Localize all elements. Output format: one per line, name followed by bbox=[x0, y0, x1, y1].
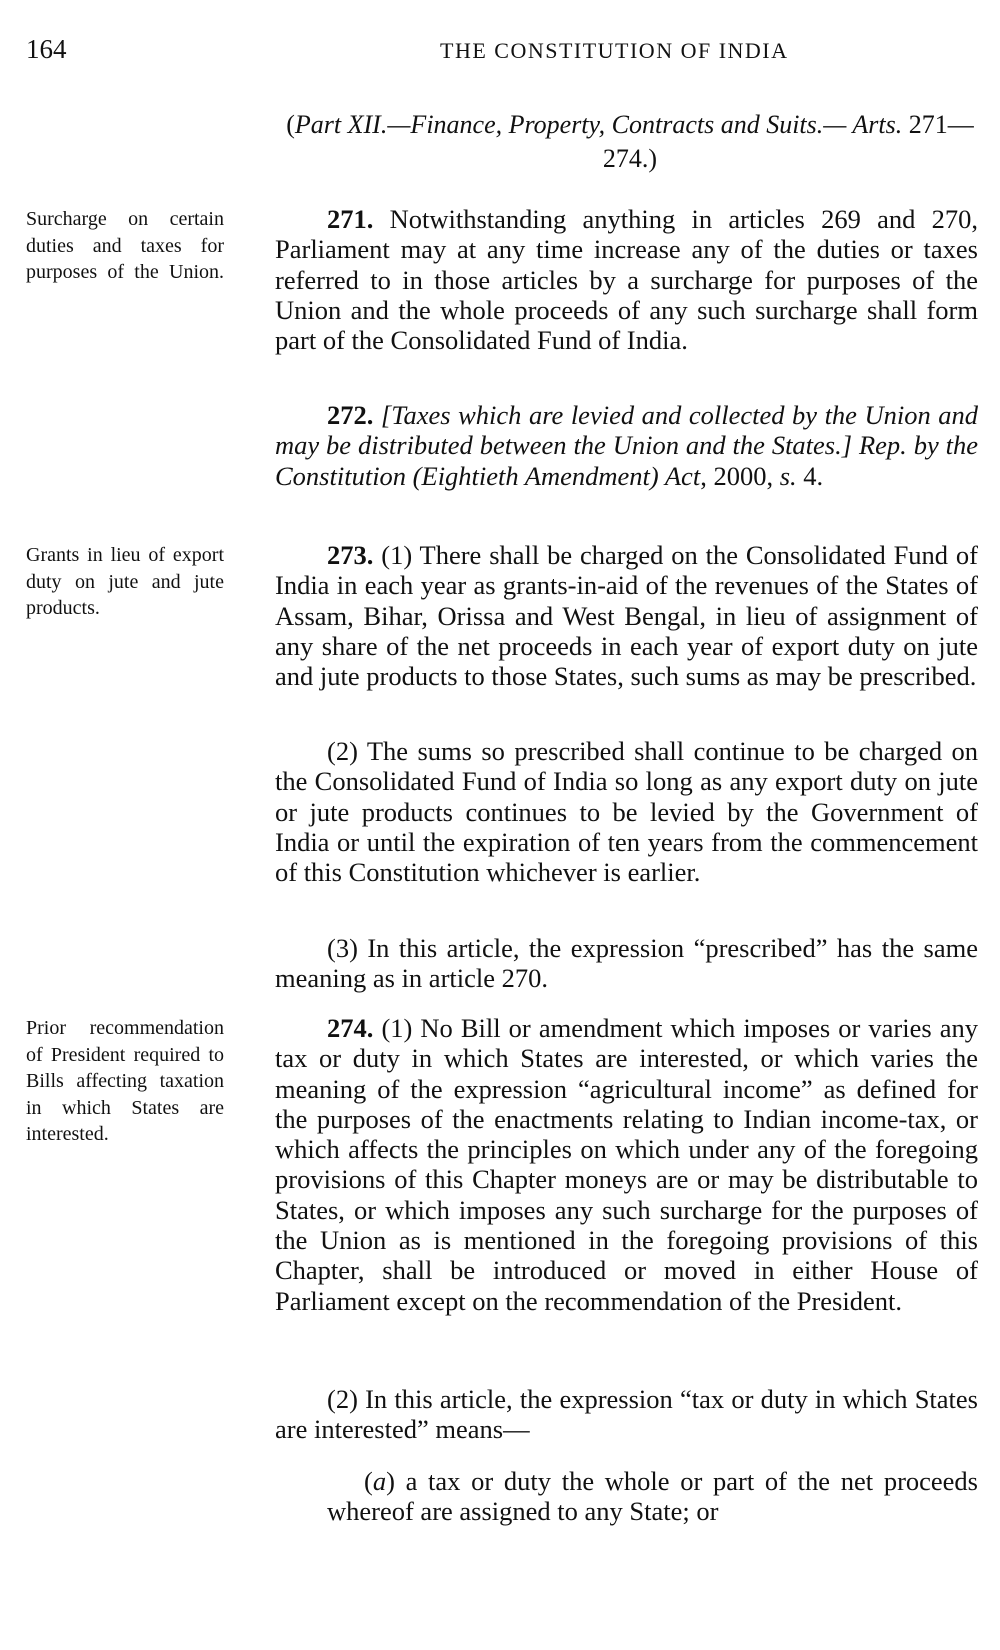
article-273-number: 273. bbox=[327, 540, 374, 570]
running-title: THE CONSTITUTION OF INDIA bbox=[440, 38, 789, 63]
article-274-clause-1-text: (1) No Bill or amendment which imposes or varies any tax or duty in which States are interested, or which varies the meaning of the expression “agricultural income” as defined for the purposes of the enactments relating to Indian income-tax, or which affects the principles on which under any of the foregoing provisions of this Chapter moneys are or may be distributable to States, or which imposes any such surcharge for the purposes of the Union as is mentioned in the foregoing provisions of this Chapter, shall be introduced or moved in either House of Parliament except on the recommendation of the President. bbox=[275, 1013, 978, 1316]
article-271-number: 271. bbox=[327, 204, 374, 234]
article-272-section-abbrev: s. bbox=[773, 460, 797, 491]
article-274-number: 274. bbox=[327, 1013, 374, 1043]
marginal-note-271: Surcharge on certain duties and taxes for purposes of the Union. bbox=[26, 208, 224, 283]
article-272-section-number: 4. bbox=[796, 460, 824, 491]
article-274-subclause-a bbox=[327, 1466, 978, 1527]
subclause-a-open: ( bbox=[364, 1466, 373, 1496]
article-272-number: 272. bbox=[327, 400, 374, 430]
article-273-clause-2: (2) The sums so prescribed shall continue to be charged on the Consolidated Fund of India so long as any export duty on jute or jute products continues to be levied by the Government of India or until the expiration of ten years from the commencement of this Constitution whichever is earlier. bbox=[275, 736, 978, 888]
part-heading bbox=[285, 108, 975, 176]
article-273-clause-1 bbox=[275, 540, 978, 691]
subclause-a-letter: a bbox=[372, 1466, 387, 1496]
page-number: 164 bbox=[26, 34, 67, 64]
marginal-note-274: Prior recommendation of President required to Bills affecting taxation in which States are interested. bbox=[26, 1017, 224, 1145]
article-274-clause-2: (2) In this article, the expression “tax or duty in which States are interested” means— bbox=[275, 1384, 978, 1445]
part-heading-open: ( bbox=[286, 110, 295, 139]
article-272-text: [Taxes which are levied and collected by the Union and may be distributed between the Union and the States.] Rep. by the Constitution (Eightieth Amendment) Act bbox=[275, 400, 978, 491]
marginal-note-273: Grants in lieu of export duty on jute and jute products. bbox=[26, 544, 224, 619]
article-273-clause-3: (3) In this article, the expression “prescribed” has the same meaning as in article 270. bbox=[275, 933, 978, 994]
subclause-a-text: ) a tax or duty the whole or part of the net proceeds whereof are assigned to any State; or bbox=[327, 1466, 978, 1527]
part-heading-text: Part XII.—Finance, Property, Contracts and Suits.— Arts. bbox=[294, 110, 903, 139]
article-271 bbox=[275, 204, 978, 355]
part-heading-range: 271—274.) bbox=[602, 110, 974, 173]
article-272-year: , 2000, bbox=[700, 460, 774, 491]
article-272 bbox=[275, 400, 978, 491]
article-274-clause-1 bbox=[275, 1013, 978, 1316]
article-271-text: Notwithstanding anything in articles 269 and 270, Parliament may at any time increase any of the duties or taxes referred to in those articles by a surcharge for purposes of the Union and the whole proceeds of any such surcharge shall form part of the Consolidated Fund of India. bbox=[275, 204, 978, 356]
article-273-clause-1-text: (1) There shall be charged on the Consolidated Fund of India in each year as grants-in-aid of the revenues of the States of Assam, Bihar, Orissa and West Bengal, in lieu of assignment of any share of the net proceeds in each year of export duty on jute and jute products to those States, such sums as may be prescribed. bbox=[275, 540, 978, 692]
